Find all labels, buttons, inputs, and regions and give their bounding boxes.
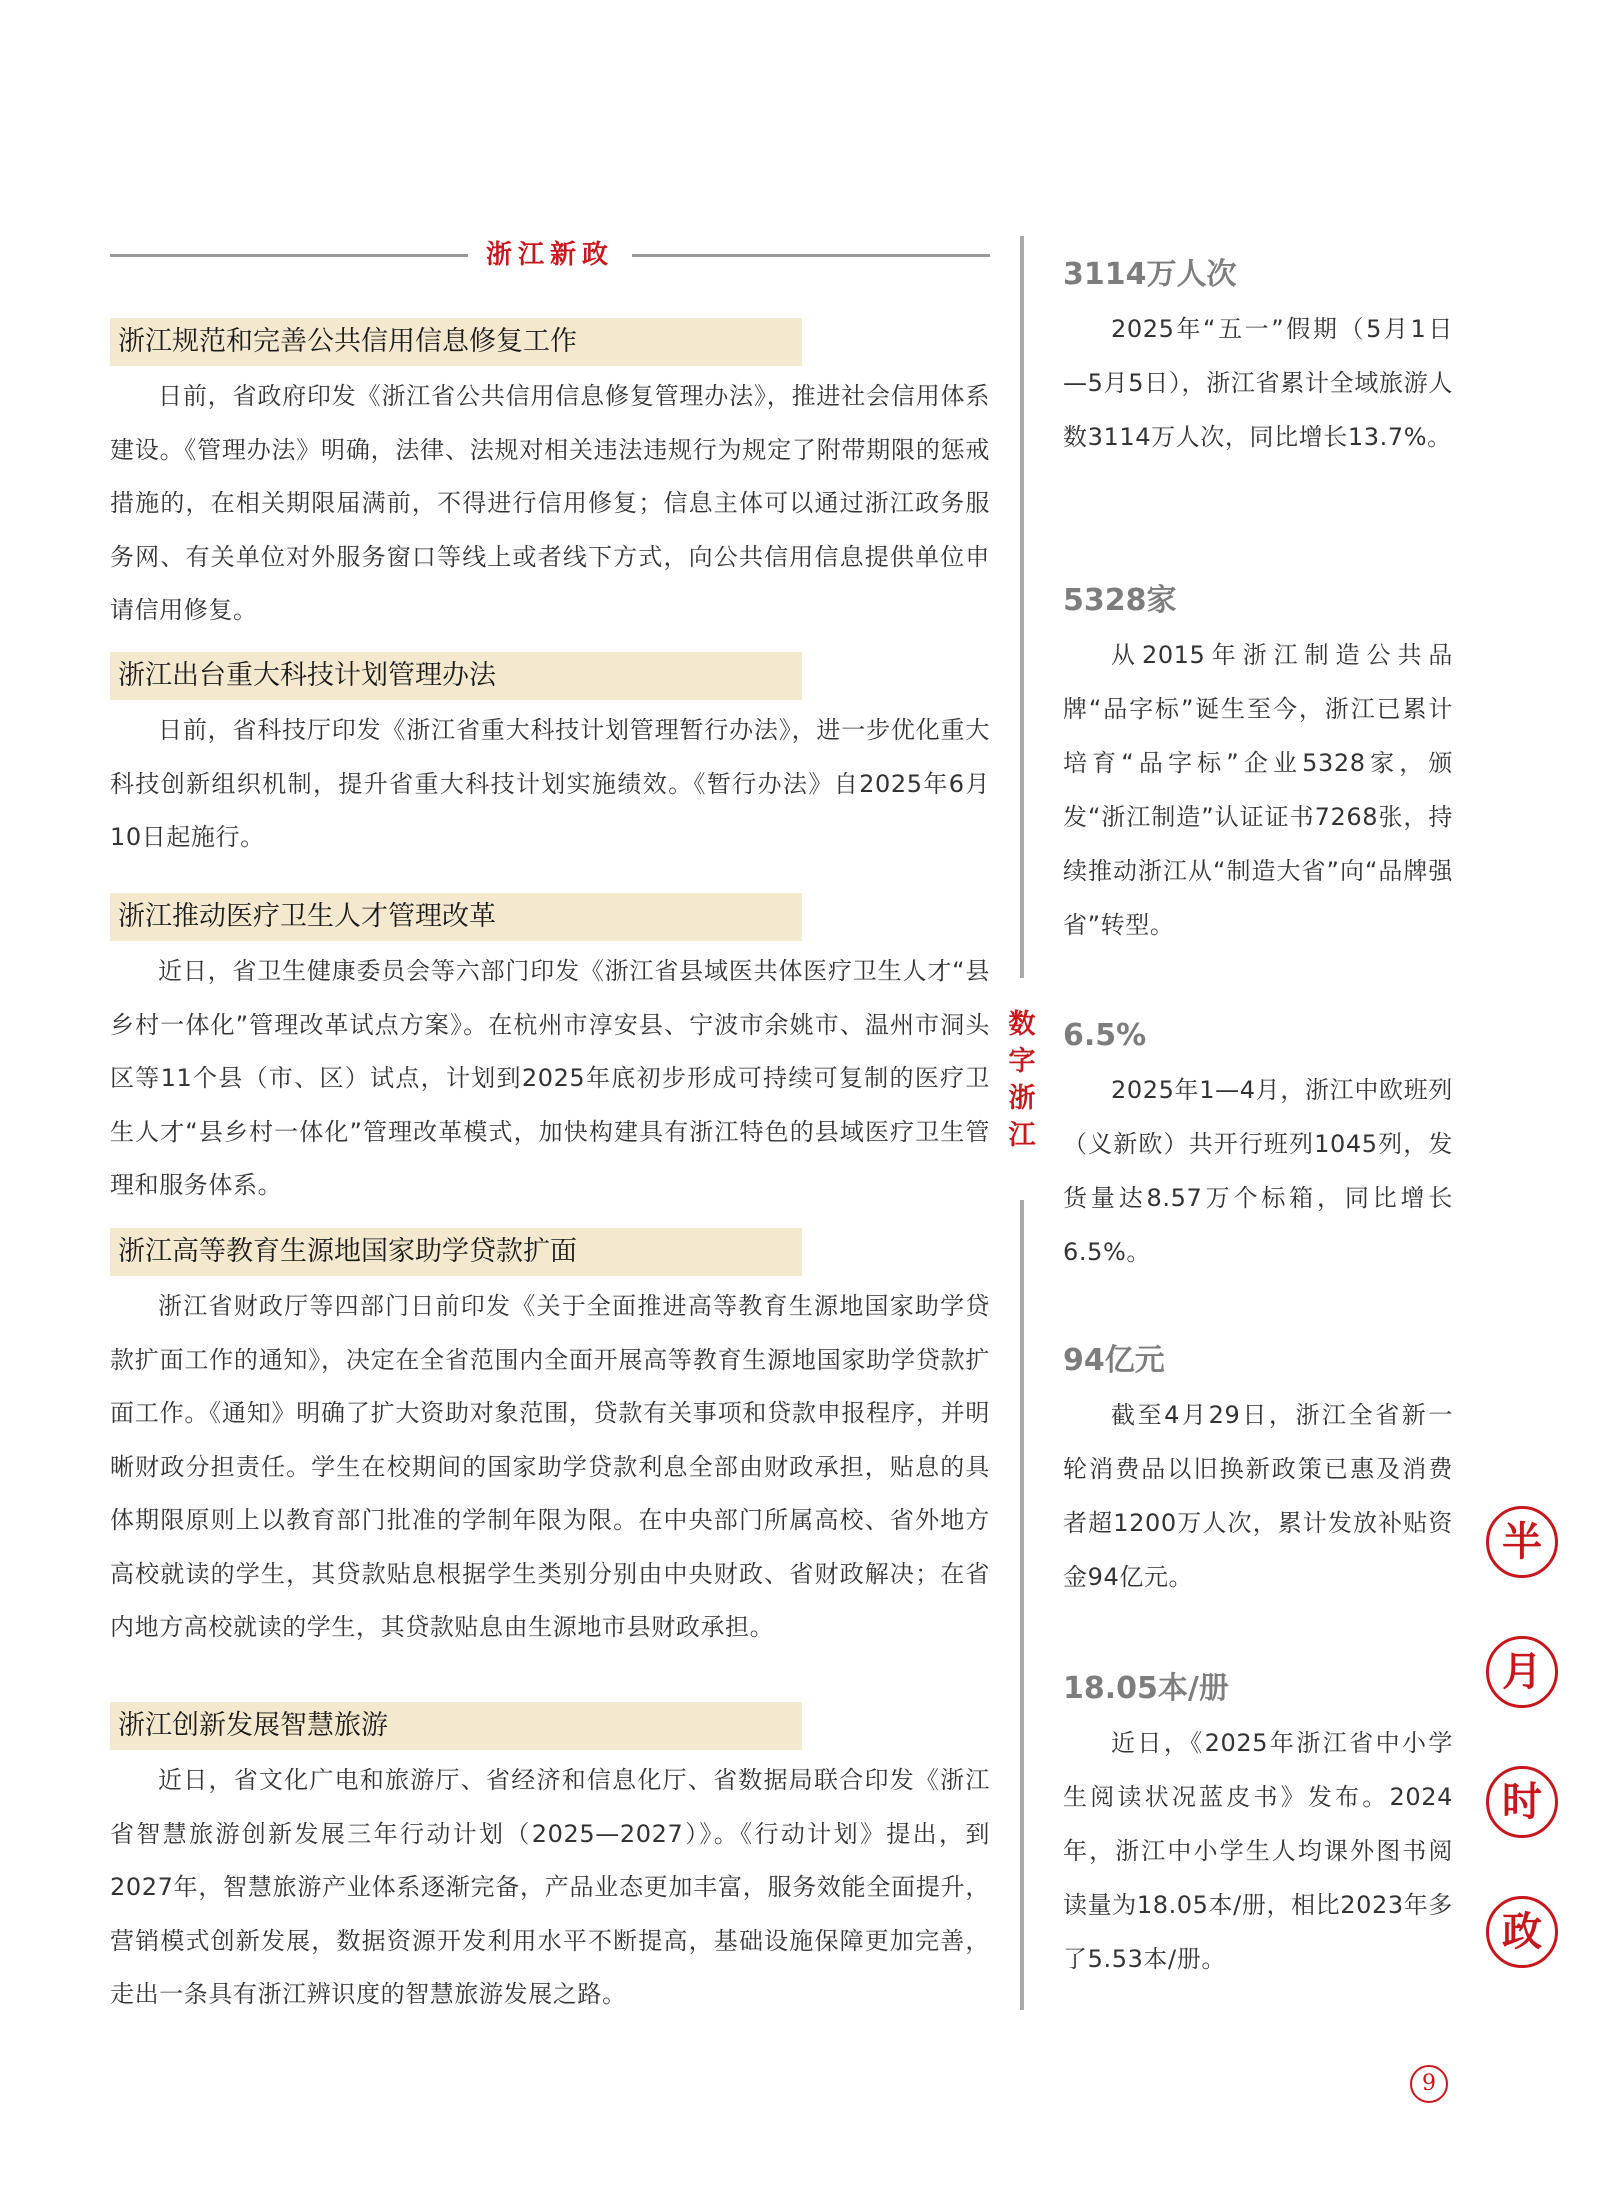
side-label-char: 字 [1008, 1046, 1036, 1077]
stat-tourism [1063, 254, 1453, 464]
stat-number: 5328家 [1063, 583, 1177, 618]
stat-description: 从2015年浙江制造公共品牌“品字标”诞生至今，浙江已累计培育“品字标”企业5328家，颁发“浙江制造”认证证书7268张，持续推动浙江从“制造大省”向“品牌强省”转型。 [1063, 641, 1453, 939]
article-medical-talent [110, 893, 990, 1213]
section-header [110, 238, 990, 272]
column-seal-char: 半 [1486, 1506, 1558, 1578]
article-student-loan [110, 1228, 990, 1655]
article-body: 日前，省政府印发《浙江省公共信用信息修复管理办法》，推进社会信用体系建设。《管理办法》明确，法律、法规对相关违法违规行为规定了附带期限的惩戒措施的，在相关期限届满前，不得进行信用修复；信息主体可以通过浙江政务服务网、有关单位对外服务窗口等线上或者线下方式，向公共信用信息提供单位申请信用修复。 [110, 382, 990, 624]
side-label-char: 江 [1008, 1120, 1036, 1151]
article-body: 近日，省卫生健康委员会等六部门印发《浙江省县域医共体医疗卫生人才“县乡村一体化”管理改革试点方案》。在杭州市淳安县、宁波市余姚市、温州市洞头区等11个县（市、区）试点，计划到2025年底初步形成可持续可复制的医疗卫生人才“县乡村一体化”管理改革模式，加快构建具有浙江特色的县域医疗卫生管理和服务体系。 [110, 957, 990, 1199]
article-body: 浙江省财政厅等四部门日前印发《关于全面推进高等教育生源地国家助学贷款扩面工作的通知》，决定在全省范围内全面开展高等教育生源地国家助学贷款扩面工作。《通知》明确了扩大资助对象范围，贷款有关事项和贷款申报程序，并明晰财政分担责任。学生在校期间的国家助学贷款利息全部由财政承担，贴息的具体期限原则上以教育部门批准的学制年限为限。在中央部门所属高校、省外地方高校就读的学生，其贷款贴息根据学生类别分别由中央财政、省财政解决；在省内地方高校就读的学生，其贷款贴息由生源地市县财政承担。 [110, 1292, 990, 1641]
article-headline: 浙江高等教育生源地国家助学贷款扩面 [110, 1228, 802, 1276]
article-body: 日前，省科技厅印发《浙江省重大科技计划管理暂行办法》，进一步优化重大科技创新组织机制，提升省重大科技计划实施绩效。《暂行办法》自2025年6月10日起施行。 [110, 716, 990, 851]
column-seal-char: 月 [1486, 1636, 1558, 1708]
side-label-char: 数 [1008, 1009, 1036, 1040]
page-number: 9 [1410, 2065, 1448, 2103]
article-tech-plan [110, 652, 990, 865]
column-seal-char: 时 [1486, 1766, 1558, 1838]
stat-brand [1063, 580, 1453, 952]
section-title: 浙江新政 [468, 238, 632, 272]
stat-number: 6.5% [1063, 1018, 1147, 1053]
column-divider [1020, 1200, 1024, 2010]
article-headline: 浙江推动医疗卫生人才管理改革 [110, 893, 802, 941]
article-headline: 浙江创新发展智慧旅游 [110, 1702, 802, 1750]
side-label-char: 浙 [1008, 1083, 1036, 1114]
stat-description: 2025年1—4月，浙江中欧班列（义新欧）共开行班列1045列，发货量达8.57万个标箱，同比增长6.5%。 [1063, 1076, 1453, 1266]
article-headline: 浙江出台重大科技计划管理办法 [110, 652, 802, 700]
stat-description: 2025年“五一”假期（5月1日—5月5日），浙江省累计全域旅游人数3114万人次，同比增长13.7%。 [1063, 315, 1453, 451]
article-credit-repair [110, 318, 990, 638]
article-body: 近日，省文化广电和旅游厅、省经济和信息化厅、省数据局联合印发《浙江省智慧旅游创新发展三年行动计划（2025—2027）》。《行动计划》提出，到2027年，智慧旅游产业体系逐渐完备，产品业态更加丰富，服务效能全面提升，营销模式创新发展，数据资源开发利用水平不断提高，基础设施保障更加完善，走出一条具有浙江辨识度的智慧旅游发展之路。 [110, 1766, 990, 2008]
stat-description: 近日，《2025年浙江省中小学生阅读状况蓝皮书》发布。2024年，浙江中小学生人均课外图书阅读量为18.05本/册，相比2023年多了5.53本/册。 [1063, 1729, 1453, 1973]
side-label-digital-zhejiang [1002, 1006, 1042, 1154]
column-divider [1020, 236, 1024, 978]
stat-reading [1063, 1668, 1453, 1986]
stat-china-europe-railway [1063, 1015, 1453, 1279]
stat-description: 截至4月29日，浙江全省新一轮消费品以旧换新政策已惠及消费者超1200万人次，累计发放补贴资金94亿元。 [1063, 1401, 1453, 1591]
stat-number: 3114万人次 [1063, 257, 1237, 292]
article-headline: 浙江规范和完善公共信用信息修复工作 [110, 318, 802, 366]
stat-number: 18.05本/册 [1063, 1671, 1229, 1706]
stat-number: 94亿元 [1063, 1343, 1165, 1378]
stat-trade-in [1063, 1340, 1453, 1604]
column-seal-char: 政 [1486, 1896, 1558, 1968]
article-smart-tourism [110, 1702, 990, 2022]
